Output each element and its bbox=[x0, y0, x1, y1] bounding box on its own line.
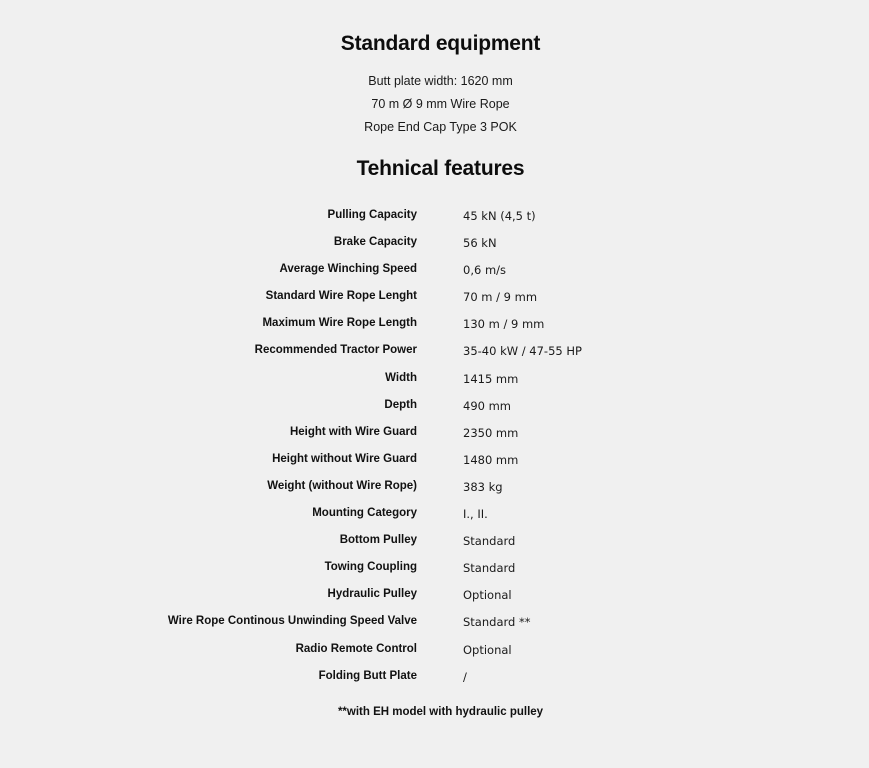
spec-value: I., II. bbox=[463, 507, 488, 522]
spec-value: Optional bbox=[463, 588, 512, 603]
spec-label: Width bbox=[385, 371, 417, 384]
spec-row bbox=[0, 203, 869, 230]
spec-label: Pulling Capacity bbox=[327, 209, 417, 221]
spec-value: Standard bbox=[463, 534, 516, 549]
spec-label: Height with Wire Guard bbox=[289, 425, 417, 438]
spec-label: Weight (without Wire Rope) bbox=[267, 479, 417, 492]
spec-value: 1480 mm bbox=[463, 452, 519, 467]
spec-label: Height without Wire Guard bbox=[272, 452, 417, 465]
spec-value: 383 kg bbox=[463, 479, 503, 494]
spec-row bbox=[0, 474, 869, 501]
spec-row bbox=[0, 393, 869, 420]
spec-row bbox=[0, 311, 869, 338]
spec-value: 70 m / 9 mm bbox=[463, 290, 538, 305]
standard-equipment-list bbox=[6, 70, 869, 139]
spec-row bbox=[0, 338, 869, 365]
spec-value: Optional bbox=[463, 642, 512, 657]
spec-label: Average Winching Speed bbox=[279, 263, 417, 276]
spec-row bbox=[0, 230, 869, 257]
spec-label: Bottom Pulley bbox=[339, 534, 417, 547]
spec-label: Maximum Wire Rope Length bbox=[262, 317, 417, 330]
spec-row bbox=[0, 366, 869, 393]
spec-row bbox=[0, 582, 869, 609]
spec-value: 35-40 kW / 47-55 HP bbox=[463, 344, 582, 359]
spec-label: Recommended Tractor Power bbox=[254, 344, 417, 357]
spec-row bbox=[0, 501, 869, 528]
equipment-item-wire-rope: 70 m Ø 9 mm Wire Rope bbox=[371, 97, 510, 111]
spec-label: Radio Remote Control bbox=[295, 642, 417, 655]
spec-row bbox=[0, 528, 869, 555]
spec-row bbox=[0, 555, 869, 582]
spec-row bbox=[0, 664, 869, 691]
spec-row bbox=[0, 447, 869, 474]
spec-row bbox=[0, 284, 869, 311]
spec-label: Wire Rope Continous Unwinding Speed Valve bbox=[167, 615, 417, 628]
spec-value: / bbox=[463, 669, 467, 684]
spec-row bbox=[0, 257, 869, 284]
spec-value: 45 kN (4,5 t) bbox=[463, 209, 536, 223]
spec-label: Brake Capacity bbox=[333, 236, 417, 249]
equipment-item-butt-plate: Butt plate width: 1620 mm bbox=[368, 74, 513, 88]
spec-value: 130 m / 9 mm bbox=[463, 317, 545, 332]
spec-row bbox=[0, 420, 869, 447]
spec-value: 490 mm bbox=[463, 398, 512, 413]
technical-features-table bbox=[0, 203, 869, 691]
spec-value: 56 kN bbox=[463, 236, 497, 251]
spec-value: Standard bbox=[463, 561, 516, 576]
spec-label: Hydraulic Pulley bbox=[327, 588, 417, 601]
technical-features-heading: Tehnical features bbox=[356, 157, 525, 180]
spec-value: Standard ** bbox=[463, 615, 531, 630]
spec-value: 2350 mm bbox=[463, 425, 519, 440]
equipment-item-end-cap: Rope End Cap Type 3 POK bbox=[364, 120, 517, 134]
spec-value: 1415 mm bbox=[463, 371, 519, 386]
spec-label: Mounting Category bbox=[312, 507, 417, 520]
spec-label: Depth bbox=[384, 398, 417, 411]
standard-equipment-heading: Standard equipment bbox=[340, 32, 541, 55]
spec-row bbox=[0, 609, 869, 636]
spec-label: Standard Wire Rope Lenght bbox=[265, 290, 417, 303]
spec-label: Folding Butt Plate bbox=[318, 669, 417, 682]
footnote: **with EH model with hydraulic pulley bbox=[337, 706, 544, 718]
spec-value: 0,6 m/s bbox=[463, 263, 507, 278]
spec-label: Towing Coupling bbox=[324, 561, 417, 574]
spec-row bbox=[0, 637, 869, 664]
